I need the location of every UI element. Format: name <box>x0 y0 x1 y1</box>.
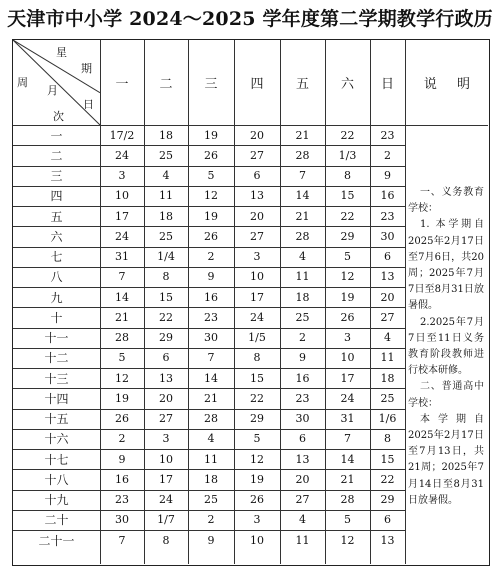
date-cell: 13 <box>159 371 173 385</box>
date-cell: 8 <box>384 432 391 446</box>
date-cell: 19 <box>340 290 355 304</box>
date-cell: 30 <box>295 412 310 426</box>
explain-header: 说 明 <box>423 76 479 92</box>
date-cell: 28 <box>115 331 129 345</box>
day-header: 一 <box>115 77 129 92</box>
date-cell: 7 <box>207 351 215 365</box>
date-cell: 20 <box>159 391 173 405</box>
date-cell: 7 <box>118 533 126 547</box>
date-cell: 9 <box>299 351 306 365</box>
week-label: 二十 <box>44 513 69 528</box>
date-cell: 24 <box>115 229 129 243</box>
header-divider <box>405 125 488 126</box>
date-cell: 8 <box>162 533 170 547</box>
date-cell: 7 <box>344 432 351 446</box>
date-cell: 16 <box>380 189 395 203</box>
week-label: 八 <box>50 270 63 285</box>
day-header: 日 <box>380 77 394 92</box>
date-cell: 14 <box>295 189 310 203</box>
date-cell: 14 <box>115 290 129 304</box>
note-paragraph: 本学期自2025年2月17日至7月13日，共21周；2025年7月14日至8月31日放暑假。 <box>408 413 484 506</box>
corner-label-ri: 日 <box>83 98 94 111</box>
date-cell: 23 <box>380 128 395 142</box>
date-cell: 29 <box>340 229 355 243</box>
date-cell: 15 <box>250 371 264 385</box>
week-label: 十四 <box>44 391 69 406</box>
date-cell: 11 <box>295 270 310 284</box>
date-cell: 21 <box>295 209 310 223</box>
date-cell: 20 <box>295 472 310 486</box>
corner-label-zhou: 周 <box>17 76 28 89</box>
week-label: 十六 <box>44 432 69 447</box>
note-paragraph: 一、义务教育学校： <box>408 187 484 215</box>
date-cell: 3 <box>162 432 170 446</box>
date-cell: 11 <box>295 533 310 547</box>
week-label: 五 <box>50 209 63 224</box>
corner-label-ci: 次 <box>53 110 64 123</box>
week-label: 十 <box>50 310 63 325</box>
day-header: 三 <box>204 77 218 92</box>
week-label: 二十一 <box>38 533 75 548</box>
date-cell: 6 <box>162 351 170 365</box>
calendar-table <box>12 39 490 566</box>
date-cell: 27 <box>159 412 173 426</box>
date-cell: 5 <box>118 351 126 365</box>
week-label: 一 <box>50 128 63 143</box>
date-cell: 20 <box>250 209 264 223</box>
note-paragraph: 2.2025年7月7日至11日义务教育阶段教师进行校本研修。 <box>408 316 484 377</box>
date-cell: 16 <box>204 290 218 304</box>
date-cell: 25 <box>159 229 173 243</box>
date-cell: 19 <box>204 128 218 142</box>
date-cell: 29 <box>380 493 395 507</box>
day-header: 四 <box>250 77 264 92</box>
date-cell: 25 <box>295 310 310 324</box>
week-label: 十八 <box>44 472 69 487</box>
date-cell: 30 <box>115 513 129 527</box>
date-cell: 6 <box>384 250 391 264</box>
date-cell: 1/3 <box>338 148 357 162</box>
date-cell: 7 <box>299 169 306 183</box>
date-cell: 26 <box>115 412 129 426</box>
date-cell: 30 <box>380 229 395 243</box>
date-cell: 23 <box>115 493 129 507</box>
week-label: 七 <box>50 250 63 265</box>
date-cell: 28 <box>295 229 310 243</box>
date-cell: 1/6 <box>378 412 397 426</box>
week-label: 六 <box>50 229 63 244</box>
date-cell: 30 <box>204 331 218 345</box>
date-cell: 10 <box>250 270 264 284</box>
date-cell: 9 <box>118 452 126 466</box>
date-cell: 2 <box>118 432 126 446</box>
date-cell: 23 <box>380 209 395 223</box>
date-cell: 3 <box>118 169 126 183</box>
week-label: 九 <box>50 290 63 305</box>
date-cell: 21 <box>295 128 310 142</box>
date-cell: 21 <box>115 310 129 324</box>
date-cell: 22 <box>159 310 173 324</box>
date-cell: 25 <box>159 148 173 162</box>
date-cell: 13 <box>250 189 264 203</box>
date-cell: 19 <box>115 391 129 405</box>
date-cell: 24 <box>250 310 264 324</box>
date-cell: 17 <box>340 371 355 385</box>
corner-label-xing: 星 <box>56 46 67 59</box>
date-cell: 10 <box>115 189 129 203</box>
date-cell: 19 <box>250 472 264 486</box>
date-cell: 3 <box>253 513 261 527</box>
date-cell: 27 <box>380 310 395 324</box>
date-cell: 18 <box>380 371 395 385</box>
date-cell: 2 <box>384 148 391 162</box>
date-cell: 5 <box>207 169 215 183</box>
corner-label-qi: 期 <box>81 62 92 75</box>
date-cell: 24 <box>340 391 355 405</box>
date-cell: 1/7 <box>157 513 175 527</box>
date-cell: 23 <box>295 391 310 405</box>
week-label: 十一 <box>44 331 69 346</box>
date-cell: 2 <box>299 331 306 345</box>
date-cell: 28 <box>295 148 310 162</box>
date-cell: 18 <box>159 128 173 142</box>
date-cell: 26 <box>340 310 355 324</box>
date-cell: 17 <box>115 209 129 223</box>
note-paragraph: 1. 本学期自2025年2月17日至7月6日，共20周；2025年7月7日至8月31日放暑假。 <box>408 219 484 312</box>
date-cell: 18 <box>295 290 310 304</box>
week-label: 十三 <box>44 371 69 386</box>
date-cell: 6 <box>384 513 391 527</box>
date-cell: 22 <box>250 391 264 405</box>
date-cell: 10 <box>250 533 264 547</box>
date-cell: 7 <box>118 270 126 284</box>
day-header: 五 <box>295 77 309 92</box>
date-cell: 18 <box>159 209 173 223</box>
date-cell: 13 <box>380 533 395 547</box>
date-cell: 4 <box>207 432 215 446</box>
date-cell: 24 <box>159 493 173 507</box>
date-cell: 18 <box>204 472 218 486</box>
date-cell: 1/5 <box>248 331 266 345</box>
date-cell: 29 <box>159 331 173 345</box>
corner-label-yue: 月 <box>47 84 58 97</box>
date-cell: 22 <box>340 209 355 223</box>
date-cell: 13 <box>295 452 310 466</box>
explanation-notes <box>408 140 484 566</box>
date-cell: 26 <box>204 229 218 243</box>
date-cell: 24 <box>115 148 129 162</box>
date-cell: 12 <box>250 452 264 466</box>
date-cell: 22 <box>340 128 355 142</box>
date-cell: 14 <box>340 452 355 466</box>
date-cell: 2 <box>207 250 215 264</box>
week-label: 三 <box>50 169 63 184</box>
date-cell: 11 <box>159 189 173 203</box>
date-cell: 13 <box>380 270 395 284</box>
date-cell: 9 <box>207 533 215 547</box>
date-cell: 26 <box>250 493 264 507</box>
week-label: 十七 <box>44 452 69 467</box>
date-cell: 17 <box>159 472 173 486</box>
date-cell: 29 <box>250 412 264 426</box>
page-title: 天津市中小学 2024～2025 学年度第二学期教学行政历 <box>7 8 493 30</box>
date-cell: 16 <box>115 472 129 486</box>
date-cell: 6 <box>299 432 306 446</box>
date-cell: 23 <box>204 310 218 324</box>
date-cell: 12 <box>115 371 129 385</box>
date-cell: 21 <box>340 472 355 486</box>
date-cell: 26 <box>204 148 218 162</box>
day-header: 六 <box>340 77 354 92</box>
date-cell: 11 <box>380 351 395 365</box>
date-cell: 4 <box>162 169 170 183</box>
date-cell: 4 <box>299 250 306 264</box>
date-cell: 27 <box>250 229 264 243</box>
week-label: 十二 <box>44 351 69 366</box>
date-cell: 6 <box>253 169 261 183</box>
date-cell: 3 <box>253 250 261 264</box>
date-cell: 15 <box>159 290 173 304</box>
date-cell: 9 <box>207 270 215 284</box>
date-cell: 28 <box>340 493 355 507</box>
column-divider <box>405 40 406 564</box>
week-label: 十五 <box>44 412 69 427</box>
date-cell: 22 <box>380 472 395 486</box>
date-cell: 4 <box>299 513 306 527</box>
day-header: 二 <box>159 77 173 92</box>
date-cell: 5 <box>344 250 351 264</box>
date-cell: 5 <box>253 432 261 446</box>
week-label: 二 <box>50 148 63 163</box>
week-label: 四 <box>50 189 63 204</box>
date-cell: 21 <box>204 391 218 405</box>
date-cell: 10 <box>340 351 355 365</box>
date-cell: 12 <box>340 270 355 284</box>
date-cell: 27 <box>295 493 310 507</box>
date-cell: 17 <box>250 290 264 304</box>
date-cell: 31 <box>115 250 129 264</box>
date-cell: 11 <box>204 452 218 466</box>
date-cell: 8 <box>162 270 170 284</box>
date-cell: 20 <box>250 128 264 142</box>
week-label: 十九 <box>44 493 69 508</box>
date-cell: 31 <box>340 412 355 426</box>
date-cell: 10 <box>159 452 173 466</box>
date-cell: 8 <box>344 169 351 183</box>
date-cell: 25 <box>380 391 395 405</box>
date-cell: 3 <box>344 331 351 345</box>
date-cell: 28 <box>204 412 218 426</box>
date-cell: 16 <box>295 371 310 385</box>
date-cell: 20 <box>380 290 395 304</box>
date-cell: 12 <box>340 533 355 547</box>
date-cell: 15 <box>380 452 395 466</box>
date-cell: 1/4 <box>157 250 175 264</box>
date-cell: 15 <box>340 189 355 203</box>
date-cell: 25 <box>204 493 218 507</box>
date-cell: 4 <box>384 331 391 345</box>
date-cell: 14 <box>204 371 218 385</box>
date-cell: 17/2 <box>109 128 135 142</box>
date-cell: 12 <box>204 189 218 203</box>
date-cell: 9 <box>384 169 391 183</box>
date-cell: 2 <box>207 513 215 527</box>
date-cell: 19 <box>204 209 218 223</box>
date-cell: 5 <box>344 513 351 527</box>
date-cell: 8 <box>253 351 261 365</box>
date-cell: 27 <box>250 148 264 162</box>
note-paragraph: 二、普通高中学校： <box>408 381 484 409</box>
